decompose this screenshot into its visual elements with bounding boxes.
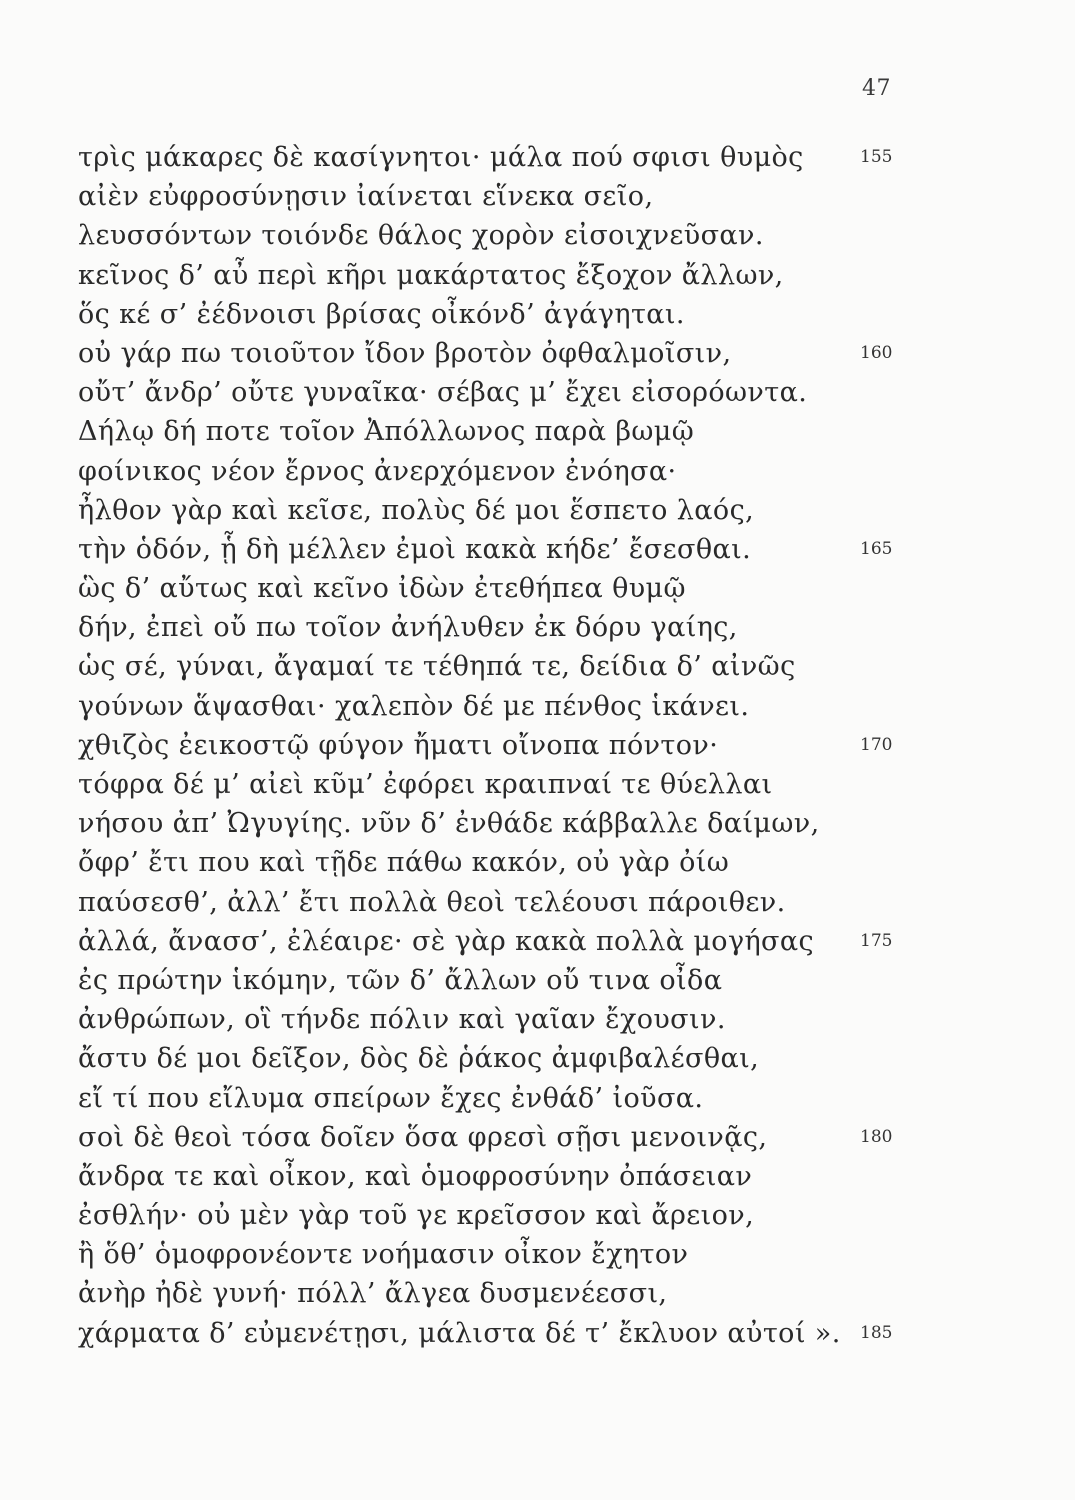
verse-text: τὴν ὁδόν, ᾗ δὴ μέλλεν ἐμοὶ κακὰ κήδε’ ἔσεσθαι. [78,533,752,565]
line-number: 185 [860,1322,893,1343]
verse-line [78,647,898,686]
line-number: 175 [860,930,893,951]
verse-text: χάρματα δ’ εὐμενέτῃσι, μάλιστα δέ τ’ ἔκλυον αὐτοί ». [78,1317,841,1349]
verse-line [78,1196,898,1235]
verse-line [78,922,898,961]
verse-text: ὡς σέ, γύναι, ἄγαμαί τε τέθηπά τε, δείδια δ’ αἰνῶς [78,651,796,683]
line-number: 165 [860,538,893,559]
verse-line [78,452,898,491]
verse-line [78,765,898,804]
verse-text: ὄφρ’ ἔτι που καὶ τῇδε πάθω κακόν, οὐ γὰρ ὀίω [78,847,730,879]
line-number: 160 [860,342,893,363]
verse-text: ὅς κέ σ’ ἐέδνοισι βρίσας οἶκόνδ’ ἀγάγηται. [78,298,685,330]
page-number: 47 [862,76,891,101]
verse-text: ἀνθρώπων, οἳ τήνδε πόλιν καὶ γαῖαν ἔχουσιν. [78,1004,726,1036]
verse-line [78,256,898,295]
verse-line [78,177,898,216]
verse-text: νήσου ἀπ’ Ὠγυγίης. νῦν δ’ ἐνθάδε κάββαλλε δαίμων, [78,808,820,840]
line-number: 180 [860,1126,893,1147]
verse-text: οὔτ’ ἄνδρ’ οὔτε γυναῖκα· σέβας μ’ ἔχει εἰσορόωντα. [78,377,808,409]
verse-line [78,1118,898,1157]
verse-line [78,412,898,451]
verse-text: φοίνικος νέον ἔρνος ἀνερχόμενον ἐνόησα· [78,455,677,487]
verse-text: εἴ τί που εἴλυμα σπείρων ἔχες ἐνθάδ’ ἰοῦσα. [78,1082,704,1114]
verse-text: τόφρα δέ μ’ αἰεὶ κῦμ’ ἐφόρει κραιπναί τε θύελλαι [78,769,773,800]
verse-text: δήν, ἐπεὶ οὔ πω τοῖον ἀνήλυθεν ἐκ δόρυ γαίης, [78,612,738,644]
verse-line [78,1235,898,1274]
verse-text: χθιζὸς ἐεικοστῷ φύγον ἤματι οἴνοπα πόντον· [78,729,719,761]
verse-line [78,687,898,726]
verse-text: ἐς πρώτην ἱκόμην, τῶν δ’ ἄλλων οὔ τινα οἶδα [78,964,723,996]
verse-line [78,295,898,334]
verse-text: σοὶ δὲ θεοὶ τόσα δοῖεν ὅσα φρεσὶ σῇσι μενοινᾷς, [78,1121,768,1153]
verse-line [78,334,898,373]
verse-line [78,1274,898,1313]
verse-text: ἄστυ δέ μοι δεῖξον, δὸς δὲ ῥάκος ἀμφιβαλέσθαι, [78,1043,760,1075]
verse-text: κεῖνος δ’ αὖ περὶ κῆρι μακάρτατος ἔξοχον ἄλλων, [78,259,784,291]
verse-text: ἢ ὅθ’ ὁμοφρονέοντε νοήμασιν οἶκον ἔχητον [78,1239,689,1271]
verse-line [78,843,898,882]
verse-list [78,138,898,1353]
verse-text: λευσσόντων τοιόνδε θάλος χορὸν εἰσοιχνεῦσαν. [78,220,764,252]
verse-text: ἄνδρα τε καὶ οἶκον, καὶ ὁμοφροσύνην ὀπάσειαν [78,1160,753,1192]
verse-text: ἀνὴρ ἠδὲ γυνή· πόλλ’ ἄλγεα δυσμενέεσσι, [78,1278,668,1310]
verse-line [78,1000,898,1039]
verse-text: ἀλλά, ἄνασσ’, ἐλέαιρε· σὲ γὰρ κακὰ πολλὰ μογήσας [78,925,815,957]
verse-line [78,1039,898,1078]
verse-line [78,883,898,922]
verse-line [78,569,898,608]
verse-line [78,804,898,843]
verse-line [78,726,898,765]
line-number: 170 [860,734,893,755]
verse-line [78,961,898,1000]
verse-text: γούνων ἅψασθαι· χαλεπὸν δέ με πένθος ἱκάνει. [78,690,750,722]
verse-line [78,491,898,530]
verse-line [78,1157,898,1196]
verse-text: οὐ γάρ πω τοιοῦτον ἴδον βροτὸν ὀφθαλμοῖσιν, [78,337,732,369]
verse-text: παύσεσθ’, ἀλλ’ ἔτι πολλὰ θεοὶ τελέουσι πάροιθεν. [78,886,786,918]
verse-text: ἐσθλήν· οὐ μὲν γὰρ τοῦ γε κρεῖσσον καὶ ἄρειον, [78,1200,755,1232]
verse-text: αἰὲν εὐφροσύνῃσιν ἰαίνεται εἵνεκα σεῖο, [78,181,654,213]
line-number: 155 [860,147,893,167]
verse-text: τρὶς μάκαρες δὲ κασίγνητοι· μάλα πού σφισι θυμὸς [78,142,804,173]
verse-line [78,373,898,412]
verse-line [78,216,898,255]
verse-line [78,608,898,647]
verse-text: ὣς δ’ αὔτως καὶ κεῖνο ἰδὼν ἐτεθήπεα θυμῷ [78,573,686,605]
verse-line [78,138,898,177]
verse-line [78,530,898,569]
verse-line [78,1314,898,1353]
verse-line [78,1079,898,1118]
verse-text: Δήλῳ δή ποτε τοῖον Ἀπόλλωνος παρὰ βωμῷ [78,416,695,448]
verse-text: ἦλθον γὰρ καὶ κεῖσε, πολὺς δέ μοι ἕσπετο λαός, [78,494,755,526]
